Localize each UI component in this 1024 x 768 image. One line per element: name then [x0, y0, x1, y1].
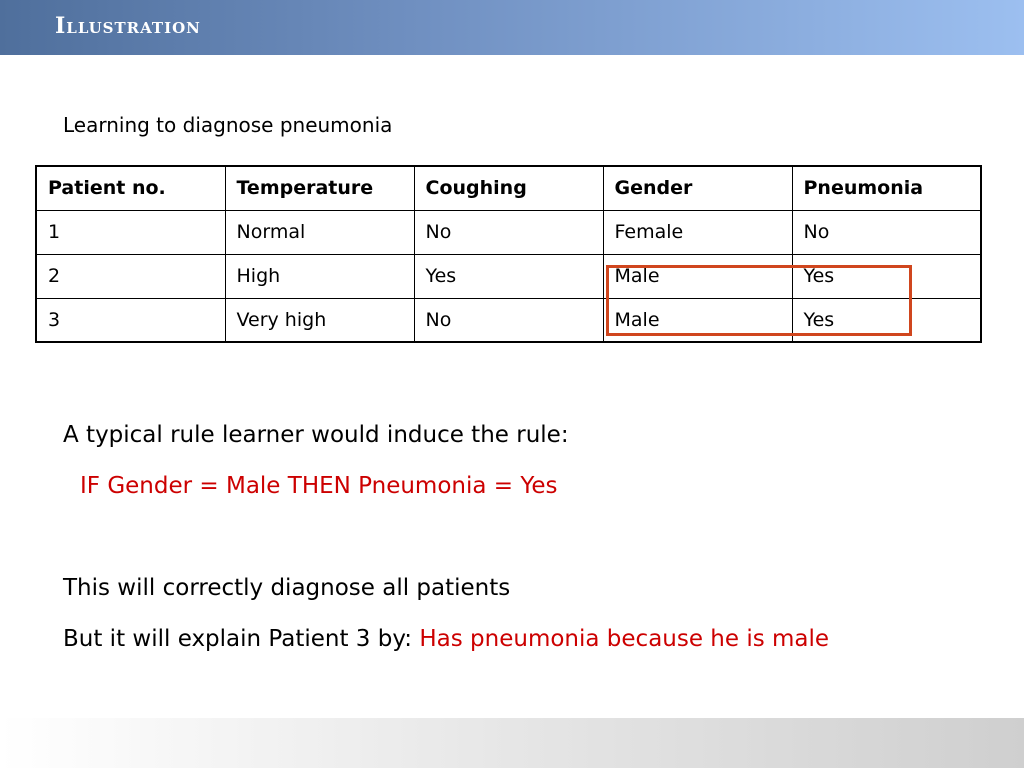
- table-cell: Yes: [792, 254, 981, 298]
- table-cell: Male: [603, 254, 792, 298]
- footer-bar: [0, 718, 1024, 768]
- induced-rule-text: IF Gender = Male THEN Pneumonia = Yes: [80, 473, 558, 499]
- table-cell: Very high: [225, 298, 414, 342]
- table-header-row: [36, 166, 981, 210]
- table-cell: Normal: [225, 210, 414, 254]
- explanation-statement: [63, 626, 829, 652]
- explanation-highlight: Has pneumonia because he is male: [419, 626, 830, 652]
- table-cell: No: [792, 210, 981, 254]
- header-pneumonia: Pneumonia: [792, 166, 981, 210]
- table-cell: No: [414, 298, 603, 342]
- header-coughing: Coughing: [414, 166, 603, 210]
- table-cell: 2: [36, 254, 225, 298]
- header-gender: Gender: [603, 166, 792, 210]
- table-cell: High: [225, 254, 414, 298]
- table-cell: Female: [603, 210, 792, 254]
- table-row: [36, 210, 981, 254]
- header-temperature: Temperature: [225, 166, 414, 210]
- explanation-prefix: But it will explain Patient 3 by:: [63, 626, 420, 652]
- title-bar: [0, 0, 1024, 55]
- slide-title: Illustration: [55, 13, 201, 39]
- table-cell: Male: [603, 298, 792, 342]
- table-cell: 1: [36, 210, 225, 254]
- header-patient-no: Patient no.: [36, 166, 225, 210]
- table-cell: 3: [36, 298, 225, 342]
- gender-pneumonia-highlight-box: [606, 265, 912, 336]
- rule-intro-text: A typical rule learner would induce the rule:: [63, 422, 569, 448]
- slide-subtitle: Learning to diagnose pneumonia: [63, 113, 393, 137]
- table-cell: Yes: [414, 254, 603, 298]
- table-cell: No: [414, 210, 603, 254]
- table-cell: Yes: [792, 298, 981, 342]
- diagnosis-statement: This will correctly diagnose all patients: [63, 575, 511, 601]
